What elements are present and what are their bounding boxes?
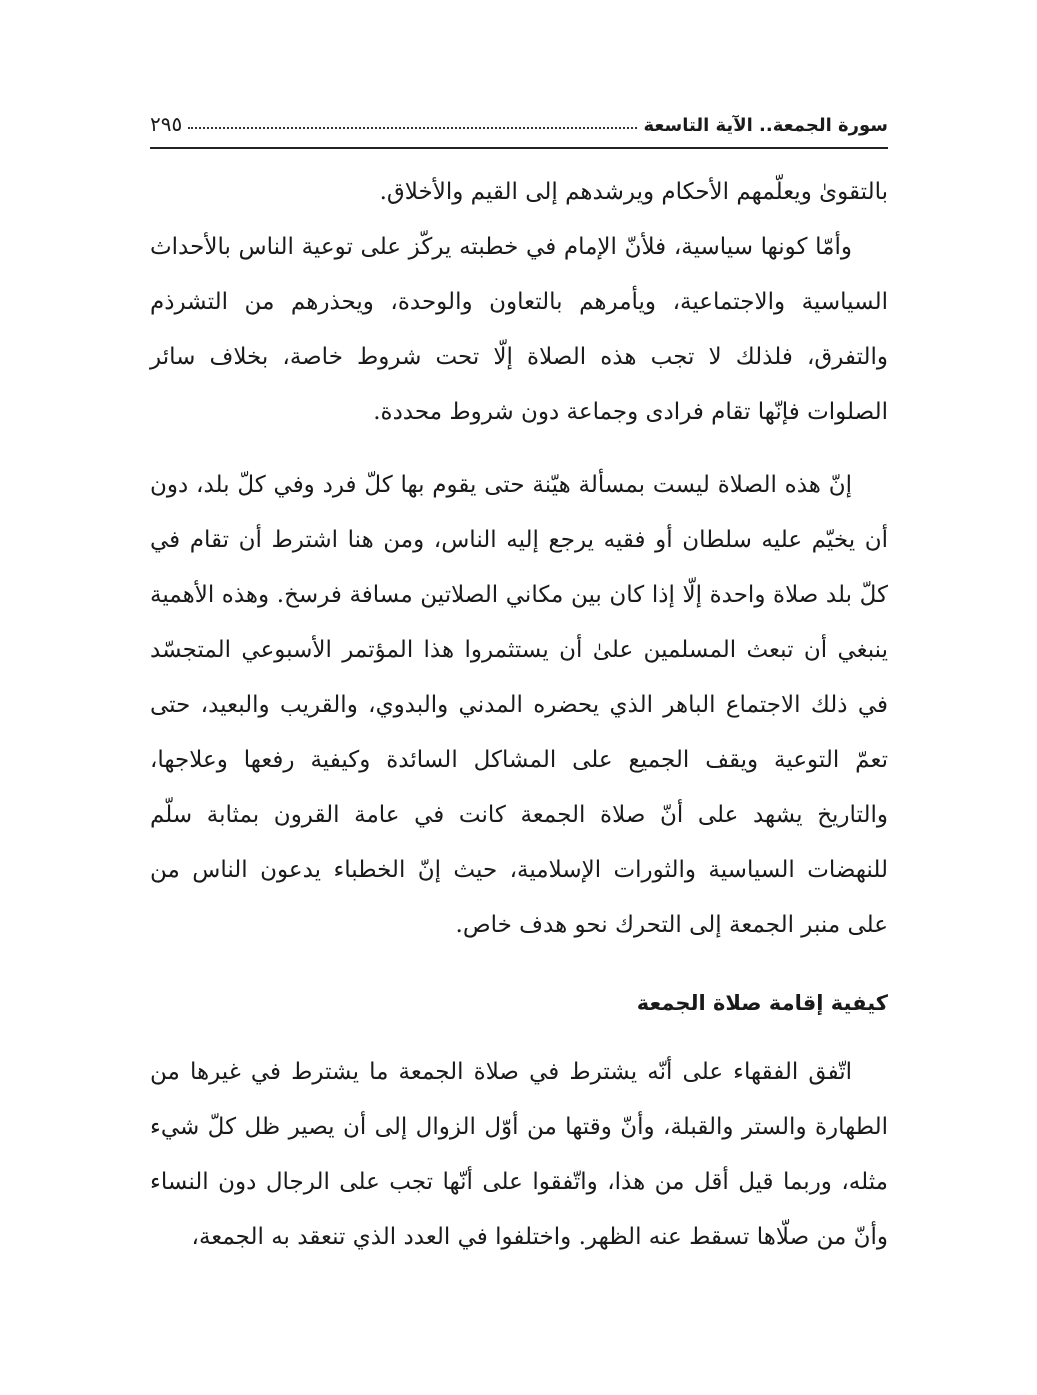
paragraph-gap — [150, 440, 888, 458]
body-text — [150, 165, 888, 1265]
paragraph-conditions: اتّفق الفقهاء على أنّه يشترط في صلاة الجمعة ما يشترط في غيرها من الطهارة والستر والقبلة، وأنّ وقتها من أوّل الزوال إلى أن يصير ظل كلّ شيء مثله، وربما قيل أقل من هذا، واتّفقوا على أنّها تجب على الرجال دون النساء وأنّ من صلّاها تسقط عنه الظهر. واختلفوا في العدد الذي تنعقد به الجمعة، — [150, 1059, 888, 1250]
heading-gap — [150, 1027, 888, 1045]
section-heading: كيفية إقامة صلاة الجمعة — [636, 991, 888, 1015]
header-dot-leader — [188, 127, 637, 129]
section-gap — [150, 953, 888, 979]
header-rule — [150, 147, 888, 149]
paragraph-importance: إنّ هذه الصلاة ليست بمسألة هيّنة حتى يقوم بها كلّ فرد وفي كلّ بلد، دون أن يخيّم عليه سلطان أو فقيه يرجع إليه الناس، ومن هنا اشترط أن تقام في كلّ بلد صلاة واحدة إلّا إذا كان بين مكاني الصلاتين مسافة فرسخ. وهذه الأهمية ينبغي أن تبعث المسلمين علىٰ أن يستثمروا هذا المؤتمر الأسبوعي المتجسّد في ذلك الاجتماع الباهر الذي يحضره المدني والبدوي، والقريب والبعيد، حتى تعمّ التوعية ويقف الجميع على المشاكل السائدة وكيفية رفعها وعلاجها، والتاريخ يشهد على أنّ صلاة الجمعة كانت في عامة القرون بمثابة سلّم للنهضات السياسية والثورات الإسلامية، حيث إنّ الخطباء يدعون الناس من على منبر الجمعة إلى التحرك نحو هدف خاص. — [150, 472, 888, 938]
paragraph-continuation: بالتقوىٰ ويعلّمهم الأحكام ويرشدهم إلى القيم والأخلاق. — [379, 179, 888, 205]
paragraph-political: وأمّا كونها سياسية، فلأنّ الإمام في خطبته يركّز على توعية الناس بالأحداث السياسية والاجتماعية، ويأمرهم بالتعاون والوحدة، ويحذرهم من التشرذم والتفرق، فلذلك لا تجب هذه الصلاة إلّا تحت شروط خاصة، بخلاف سائر الصلوات فإنّها تقام فرادى وجماعة دون شروط محددة. — [150, 234, 888, 425]
page-number: ٢٩٥ — [150, 112, 183, 136]
running-header — [150, 102, 888, 136]
chapter-title: سورة الجمعة.. الآية التاسعة — [643, 115, 888, 136]
